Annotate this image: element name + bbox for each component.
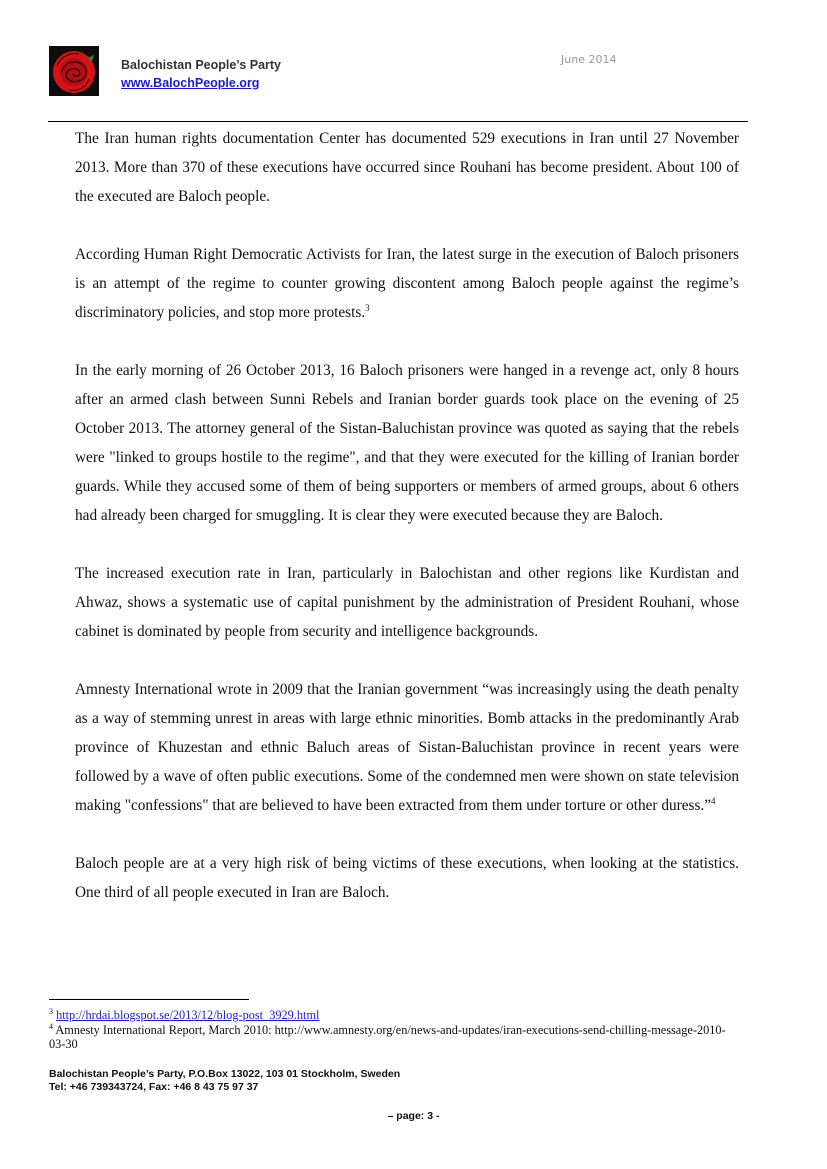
paragraph-5: Amnesty International wrote in 2009 that the Iranian government “was increasingly using the death penalty as a way of stemming unrest in areas with large ethnic minorities. Bomb attacks in the predominantly Arab province of Khuzestan and ethnic Baluch areas of Sistan-Baluchistan province in recent years were followed by a wave of often public executions. Some of the condemned men were shown on state television making "confessions" that are believed to have been extracted from them under torture or other duress.”$^4$ (75, 681, 739, 814)
footnote-3-link[interactable]: http://hrdai.blogspot.se/2013/12/blog-post_3929.html (56, 1008, 320, 1022)
document-body (75, 124, 739, 936)
footnote-3: $^3$ http://hrdai.blogspot.se/2013/12/blog-post_3929.html (49, 1006, 320, 1022)
document-date: June 2014 (561, 53, 617, 66)
paragraph-4: The increased execution rate in Iran, particularly in Balochistan and other regions like Kurdistan and Ahwaz, shows a systematic use of capital punishment by the administration of President Rouhani, whose cabinet is dominated by people from security and intelligence backgrounds. (75, 565, 739, 640)
footnote-ref-3[interactable]: 3 (365, 302, 370, 313)
red-rose-logo-icon (49, 46, 99, 96)
footnotes (49, 1008, 739, 1052)
paragraph-2: According Human Right Democratic Activists for Iran, the latest surge in the execution of Baloch prisoners is an attempt of the regime to counter growing discontent among Baloch people against the regime’s discriminatory policies, and stop more protests.$^3$ (75, 246, 739, 321)
org-website-link[interactable]: www.BalochPeople.org (121, 76, 260, 90)
org-name: Balochistan People’s Party (121, 58, 282, 72)
paragraph-3: In the early morning of 26 October 2013, 16 Baloch prisoners were hanged in a revenge act, only 8 hours after an armed clash between Sunni Rebels and Iranian border guards took place on the evening of 25 October 2013. The attorney general of the Sistan-Baluchistan province was quoted as saying that the rebels were "linked to groups hostile to the regime", and that they were executed for the killing of Iranian border guards. While they accused some of them of being supporters or members of armed groups, about 6 others had already been charged for smuggling. It is clear they were executed because they are Baloch. (75, 362, 739, 524)
footnote-4-text: Amnesty International Report, March 2010: http://www.amnesty.org/en/news-and-updates/iran-executions-send-chilling-message-2010-03-30 (49, 1022, 726, 1051)
footnote-ref-4[interactable]: 4 (711, 795, 716, 806)
footer-address-line: Balochistan People’s Party, P.O.Box 13022, 103 01 Stockholm, Sweden (49, 1068, 401, 1080)
header-divider (48, 121, 748, 122)
footnote-4: $^4$ Amnesty International Report, March 2010: http://www.amnesty.org/en/news-and-updates/iran-executions-send-chilling-message-2010-03-30 (49, 1021, 726, 1051)
footer-address (49, 1068, 400, 1093)
paragraph-6: Baloch people are at a very high risk of being victims of these executions, when looking at the statistics. One third of all people executed in Iran are Baloch. (75, 855, 739, 901)
footnote-divider (49, 999, 249, 1000)
footer-contact-line: Tel: +46 739343724, Fax: +46 8 43 75 97 37 (49, 1080, 259, 1093)
paragraph-1: The Iran human rights documentation Center has documented 529 executions in Iran until 27 November 2013. More than 370 of these executions have occurred since Rouhani has become president. About 100 of the executed are Baloch people. (75, 130, 739, 205)
page-number: – page: 3 - (387, 1110, 440, 1122)
